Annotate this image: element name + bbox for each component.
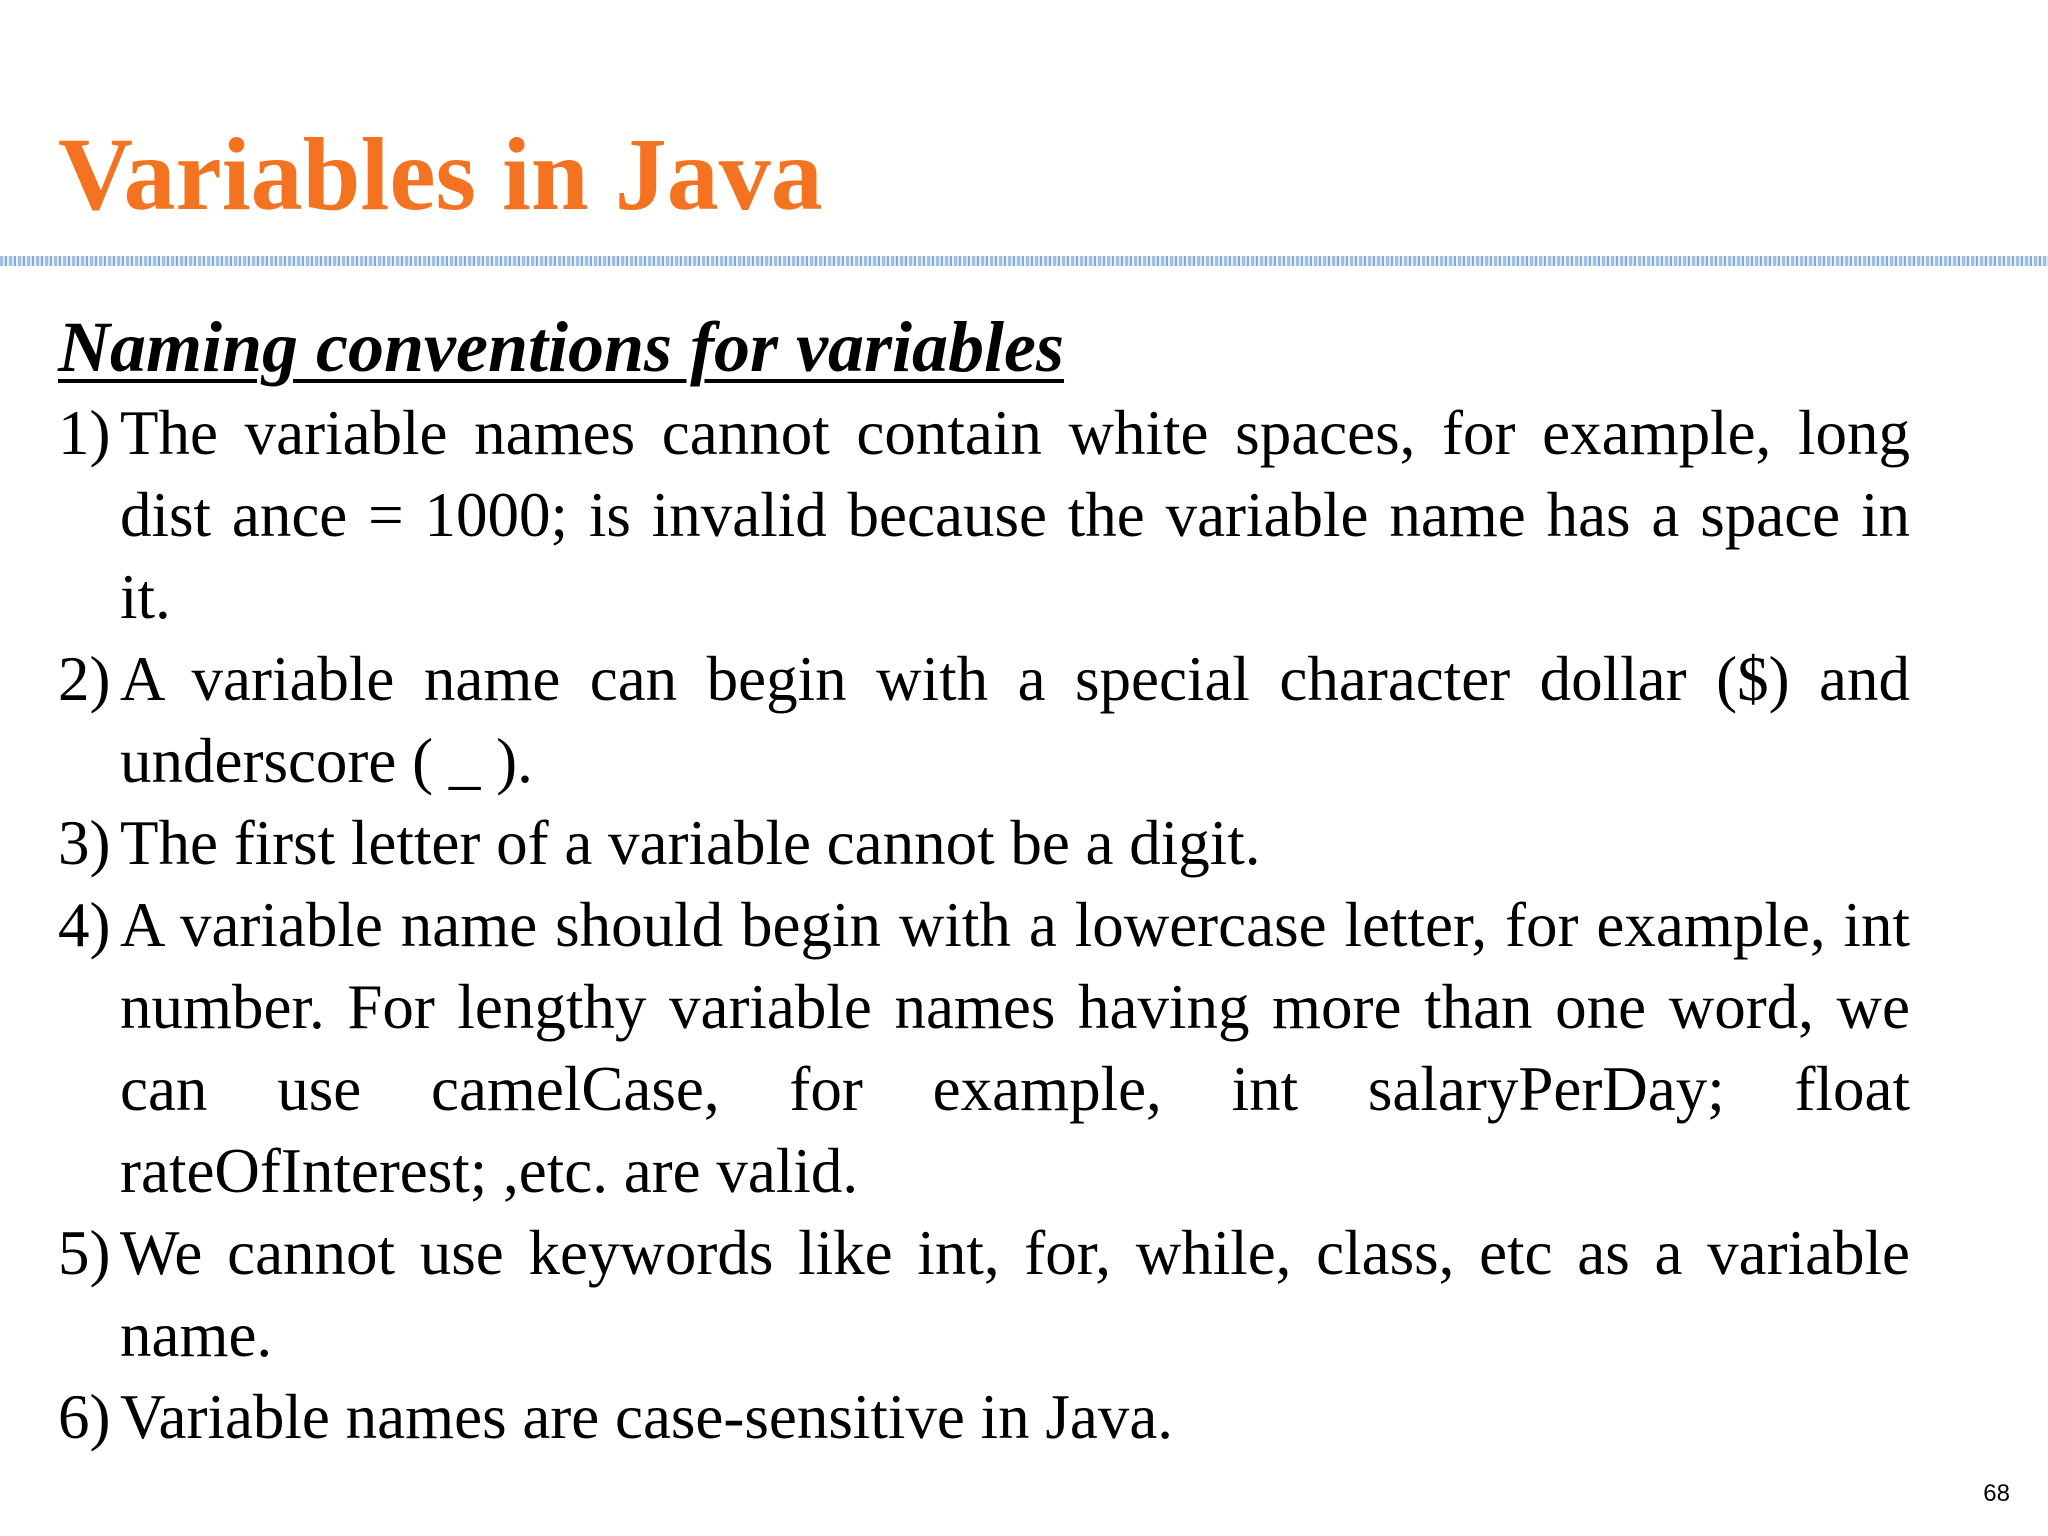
list-item <box>58 802 1910 884</box>
list-item-number: 2) <box>58 644 111 714</box>
list-item-text: The variable names cannot contain white spaces, for example, long dist ance = 1000; is invalid because the variable name has a space in it. <box>120 398 1910 632</box>
list-item-text: Variable names are case-sensitive in Java. <box>120 1382 1174 1452</box>
slide-title: Variables in Java <box>58 117 823 232</box>
list-item <box>58 1212 1910 1376</box>
list-item <box>58 1376 1910 1458</box>
list-item <box>58 638 1910 802</box>
list-item-text: A variable name can begin with a special character dollar ($) and underscore ( _ ). <box>120 644 1910 796</box>
list-item-number: 4) <box>58 890 111 960</box>
list-item <box>58 884 1910 1212</box>
list-item <box>58 392 1910 638</box>
list-item-number: 5) <box>58 1218 111 1288</box>
naming-rules-list <box>58 392 1910 1458</box>
title-divider <box>0 256 2048 266</box>
list-item-text: We cannot use keywords like int, for, while, class, etc as a variable name. <box>120 1218 1910 1370</box>
list-item-text: A variable name should begin with a lowercase letter, for example, int number. For lengthy variable names having more than one word, we can use camelCase, for example, int salaryPerDay; float rateOfInterest; ,etc. are valid. <box>120 890 1910 1206</box>
slide-content <box>58 302 1910 1458</box>
list-item-number: 1) <box>58 398 111 468</box>
section-subtitle: Naming conventions for variables <box>58 307 1065 387</box>
list-item-number: 6) <box>58 1382 111 1452</box>
list-item-text: The first letter of a variable cannot be a digit. <box>120 808 1261 878</box>
page-number: 68 <box>1983 1480 2010 1507</box>
list-item-number: 3) <box>58 808 111 878</box>
